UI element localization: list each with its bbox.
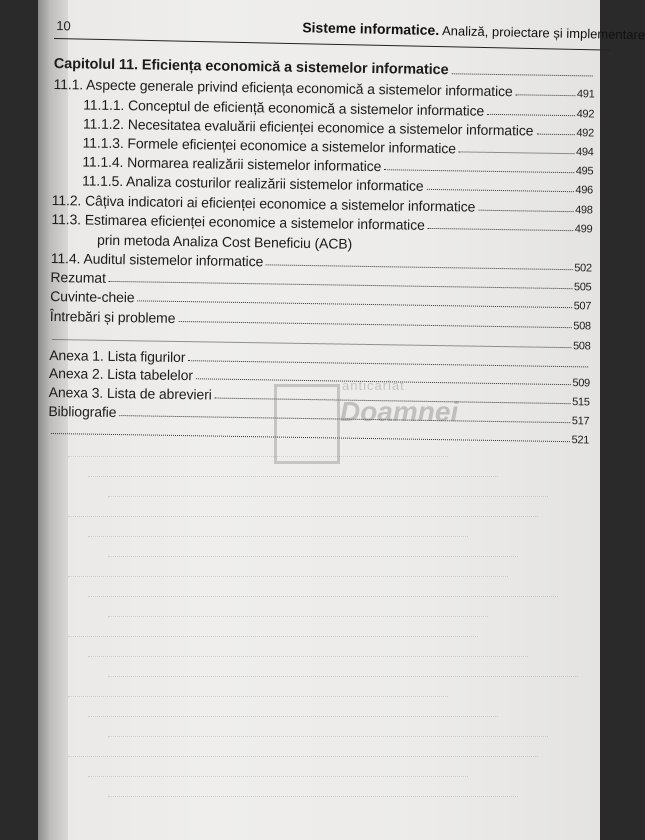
toc-entry-title: 11.3. Estimarea eficienței economice a sistemelor informatice	[51, 210, 425, 233]
toc-entry-title: 11.1.1. Conceptul de eficiență economică a sistemelor informatice	[83, 96, 485, 119]
toc-entry-title: 11.1.2. Necesitatea evaluării eficienței economice a sistemelor informatice	[82, 115, 534, 139]
toc-dot-leader	[266, 264, 572, 270]
toc-entry-title: Capitolul 11. Eficiența economică a sistemelor informatice	[53, 55, 449, 79]
toc-dot-leader	[459, 151, 574, 154]
toc-entry-page: 509	[572, 377, 590, 390]
toc-entry-title: 11.1. Aspecte generale privind eficiența economică a sistemelor informatice	[53, 75, 513, 100]
show-through-line	[108, 615, 488, 617]
show-through-line	[108, 555, 518, 557]
show-through-line	[68, 755, 538, 757]
show-through-line	[108, 495, 548, 497]
toc-dot-leader	[178, 321, 571, 328]
toc-entry-title: 11.2. Câțiva indicatori ai eficienței economice a sistemelor informatice	[51, 191, 476, 215]
running-title	[302, 19, 645, 42]
toc-entry-page: 505	[573, 281, 592, 294]
toc-entry-title: Anexa 3. Lista de abrevieri	[48, 383, 212, 403]
toc-entry-page: 507	[573, 300, 592, 313]
toc-entry-page: 494	[575, 146, 594, 159]
toc-entry-page: 517	[571, 415, 590, 428]
toc-dot-leader	[451, 73, 592, 76]
running-title-rest: Analiză, proiectare și implementare	[439, 23, 645, 43]
toc-entry-page: 491	[576, 88, 595, 101]
toc-entry-page: 515	[572, 396, 590, 409]
toc-entry-title: Bibliografie	[48, 402, 117, 421]
show-through-line	[68, 455, 448, 457]
toc-dot-leader	[536, 134, 574, 136]
toc-dot-leader	[428, 228, 573, 231]
toc-entry-page: 495	[575, 165, 594, 178]
toc-entry-title: prin metoda Analiza Cost Beneficiu (ACB)	[96, 231, 353, 252]
toc-entry-page: 508	[573, 320, 591, 333]
show-through-line	[108, 675, 578, 677]
toc-entry-page: 521	[571, 434, 590, 447]
watermark-book-icon	[274, 384, 340, 464]
toc-entry-title: Anexa 1. Lista figurilor	[49, 346, 186, 366]
toc-entry-title: 11.1.3. Formele eficienței economice a sistemelor informatice	[82, 134, 457, 157]
watermark-logo	[274, 378, 459, 458]
toc-entry-page: 496	[575, 184, 594, 197]
watermark-line2: Doamnei	[340, 396, 459, 427]
show-through-line	[88, 595, 558, 597]
show-through-line	[88, 715, 498, 717]
show-through-line	[68, 515, 538, 517]
toc-entry-title: 11.1.5. Analiza costurilor realizării sistemelor informatice	[81, 172, 424, 194]
toc-entry-title: Anexa 2. Lista tabelelor	[48, 364, 194, 384]
toc-dot-leader	[487, 114, 575, 116]
toc-entry-title: Rezumat	[50, 268, 106, 286]
show-through-line	[68, 635, 478, 637]
toc-entry-title: Întrebări și probleme	[49, 307, 176, 326]
toc-entry-title: 11.1.4. Normarea realizării sistemelor informatice	[82, 153, 382, 175]
show-through-line	[88, 775, 468, 777]
toc-entry-title: Cuvinte-cheie	[50, 287, 135, 306]
toc-dot-leader	[478, 210, 573, 212]
toc-entry-page: 499	[574, 223, 593, 236]
toc-dot-leader	[516, 94, 575, 96]
toc-entry-page: 492	[576, 108, 595, 121]
show-through-line	[108, 735, 548, 737]
show-through-line	[68, 695, 448, 697]
toc-dot-leader	[426, 189, 573, 192]
show-through-line	[88, 655, 528, 657]
show-through-text	[68, 455, 588, 835]
toc-entry-page: 498	[575, 204, 593, 217]
toc-entry-page: 508	[572, 340, 591, 353]
show-through-line	[88, 475, 498, 477]
book-page	[38, 0, 645, 840]
toc-entry-page: 502	[574, 262, 592, 275]
show-through-line	[68, 575, 508, 577]
toc-entry-title: 11.4. Auditul sistemelor informatice	[50, 249, 264, 270]
toc-dot-leader	[137, 300, 571, 308]
running-title-bold: Sisteme informatice.	[302, 19, 440, 39]
watermark-line1: anticariat	[342, 378, 405, 393]
show-through-line	[108, 795, 518, 797]
running-header	[54, 14, 645, 51]
show-through-line	[88, 535, 468, 537]
toc-dot-leader	[384, 169, 574, 173]
page-number: 10	[56, 18, 71, 34]
toc-entry-page: 492	[576, 127, 594, 140]
